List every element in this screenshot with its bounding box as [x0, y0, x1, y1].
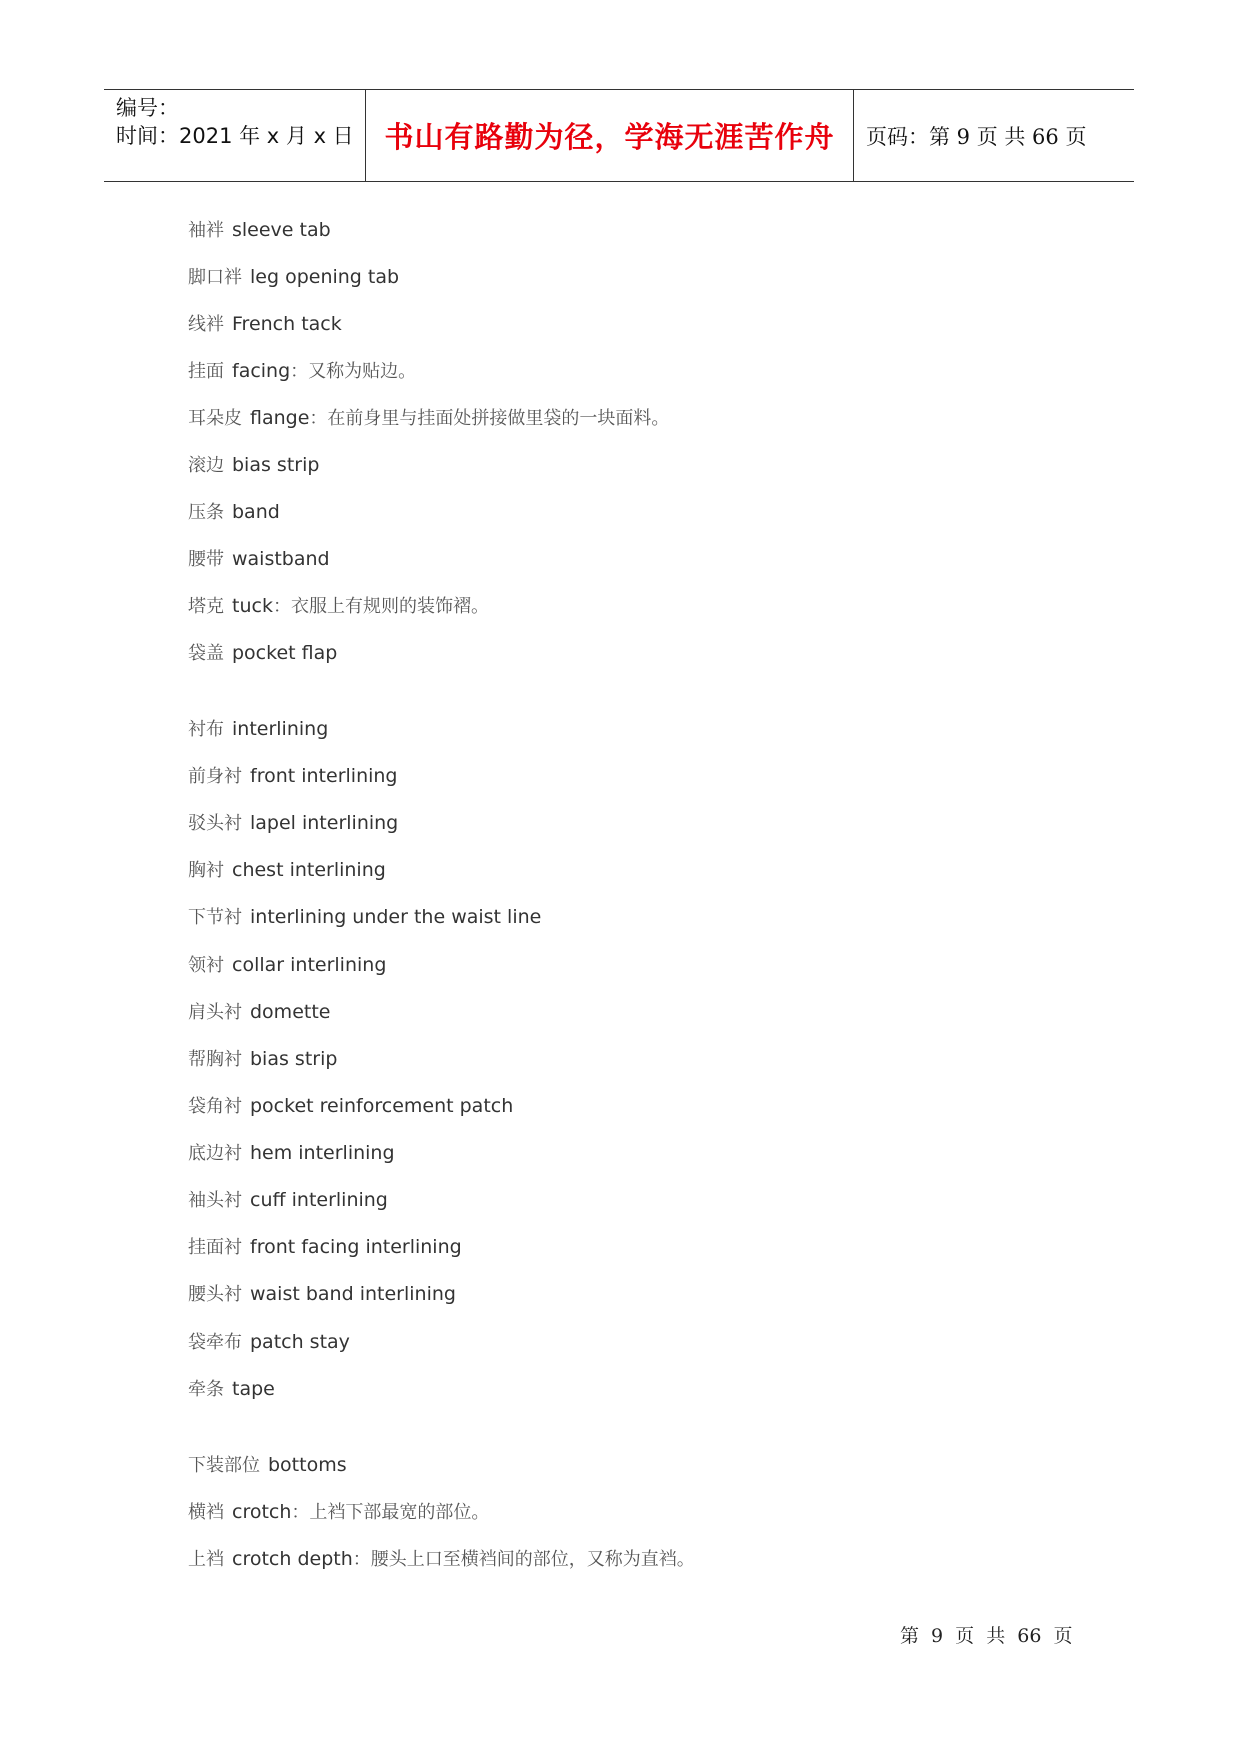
glossary-entry: [188, 404, 669, 432]
term-english: bottoms: [268, 1454, 347, 1476]
glossary-entry: [188, 1328, 350, 1356]
glossary-entry: [188, 762, 398, 790]
term-chinese: 下节衬: [188, 907, 242, 928]
term-chinese: 横裆: [188, 1502, 224, 1523]
glossary-entry: [188, 1375, 275, 1403]
glossary-entry: [188, 310, 342, 338]
term-chinese: 上裆: [188, 1549, 224, 1570]
glossary-entry: [188, 903, 541, 931]
term-definition: ：腰头上口至横裆间的部位，又称为直裆。: [352, 1549, 695, 1570]
term-english: domette: [250, 1001, 331, 1023]
glossary-entry: [188, 639, 337, 667]
term-chinese: 袋角衬: [188, 1096, 242, 1117]
term-chinese: 肩头衬: [188, 1002, 242, 1023]
term-english: tuck: [232, 595, 273, 617]
term-chinese: 塔克: [188, 596, 224, 617]
term-definition: ：在前身里与挂面处拼接做里袋的一块面料。: [309, 408, 670, 429]
glossary-entry: [188, 1092, 513, 1120]
term-english: sleeve tab: [232, 219, 331, 241]
term-chinese: 帮胸衬: [188, 1049, 242, 1070]
term-english: bias strip: [232, 454, 320, 476]
glossary-entry: [188, 263, 399, 291]
glossary-entry: [188, 1233, 462, 1261]
glossary-entry: [188, 498, 280, 526]
term-english: crotch: [232, 1501, 292, 1523]
term-english: facing: [232, 360, 291, 382]
term-english: waist band interlining: [250, 1283, 456, 1305]
term-chinese: 下装部位: [188, 1455, 260, 1476]
glossary-entry: [188, 856, 386, 884]
term-definition: ：又称为贴边。: [290, 361, 417, 382]
term-chinese: 压条: [188, 502, 224, 523]
term-chinese: 领衬: [188, 955, 224, 976]
term-chinese: 前身衬: [188, 766, 242, 787]
term-chinese: 牵条: [188, 1379, 224, 1400]
term-english: leg opening tab: [250, 266, 400, 288]
term-english: pocket flap: [232, 642, 338, 664]
term-chinese: 线袢: [188, 314, 224, 335]
term-chinese: 衬布: [188, 719, 224, 740]
term-english: interlining under the waist line: [250, 906, 542, 928]
glossary-entry: [188, 545, 330, 573]
term-english: pocket reinforcement patch: [250, 1095, 514, 1117]
term-chinese: 底边衬: [188, 1143, 242, 1164]
term-english: patch stay: [250, 1331, 350, 1353]
glossary-entry: [188, 592, 489, 620]
term-english: interlining: [232, 718, 329, 740]
term-english: band: [232, 501, 280, 523]
term-chinese: 滚边: [188, 455, 224, 476]
term-english: cuff interlining: [250, 1189, 388, 1211]
term-chinese: 耳朵皮: [188, 408, 242, 429]
term-chinese: 胸衬: [188, 860, 224, 881]
term-english: front facing interlining: [250, 1236, 462, 1258]
term-chinese: 袖袢: [188, 220, 224, 241]
term-english: flange: [250, 407, 310, 429]
glossary-entry: [188, 951, 386, 979]
glossary-entry: [188, 1451, 347, 1479]
glossary-entry: [188, 1139, 395, 1167]
term-english: collar interlining: [232, 954, 387, 976]
glossary-entry: [188, 1186, 388, 1214]
glossary-entry: [188, 809, 398, 837]
term-english: lapel interlining: [250, 812, 399, 834]
serial-label: 编号：: [116, 96, 179, 120]
term-chinese: 脚口袢: [188, 267, 242, 288]
term-chinese: 袖头衬: [188, 1190, 242, 1211]
glossary-entry: [188, 715, 328, 743]
document-header: [104, 89, 1134, 182]
header-motto: 书山有路勤为径，学海无涯苦作舟: [366, 90, 854, 181]
term-chinese: 挂面衬: [188, 1237, 242, 1258]
term-english: bias strip: [250, 1048, 338, 1070]
term-english: tape: [232, 1378, 275, 1400]
term-chinese: 腰带: [188, 549, 224, 570]
glossary-entry: [188, 1280, 456, 1308]
header-meta: [104, 90, 366, 181]
glossary-entry: [188, 1545, 695, 1573]
term-chinese: 袋盖: [188, 643, 224, 664]
term-chinese: 袋牵布: [188, 1332, 242, 1353]
glossary-entry: [188, 451, 319, 479]
term-english: front interlining: [250, 765, 398, 787]
header-page-code: 页码：第 9 页 共 66 页: [866, 124, 1087, 149]
term-definition: ：衣服上有规则的装饰褶。: [272, 596, 489, 617]
term-chinese: 腰头衬: [188, 1284, 242, 1305]
date-label: 时间：2021 年 x 月 x 日: [116, 124, 354, 148]
glossary-entry: [188, 216, 331, 244]
term-english: waistband: [232, 548, 330, 570]
term-english: French tack: [232, 313, 342, 335]
term-chinese: 挂面: [188, 361, 224, 382]
glossary-entry: [188, 357, 416, 385]
term-chinese: 驳头衬: [188, 813, 242, 834]
glossary-entry: [188, 1045, 337, 1073]
term-english: hem interlining: [250, 1142, 395, 1164]
glossary-entry: [188, 998, 330, 1026]
term-definition: ：上裆下部最宽的部位。: [291, 1502, 490, 1523]
term-english: chest interlining: [232, 859, 386, 881]
term-english: crotch depth: [232, 1548, 353, 1570]
glossary-entry: [188, 1498, 489, 1526]
page-footer: 第 9 页 共 66 页: [900, 1625, 1073, 1647]
